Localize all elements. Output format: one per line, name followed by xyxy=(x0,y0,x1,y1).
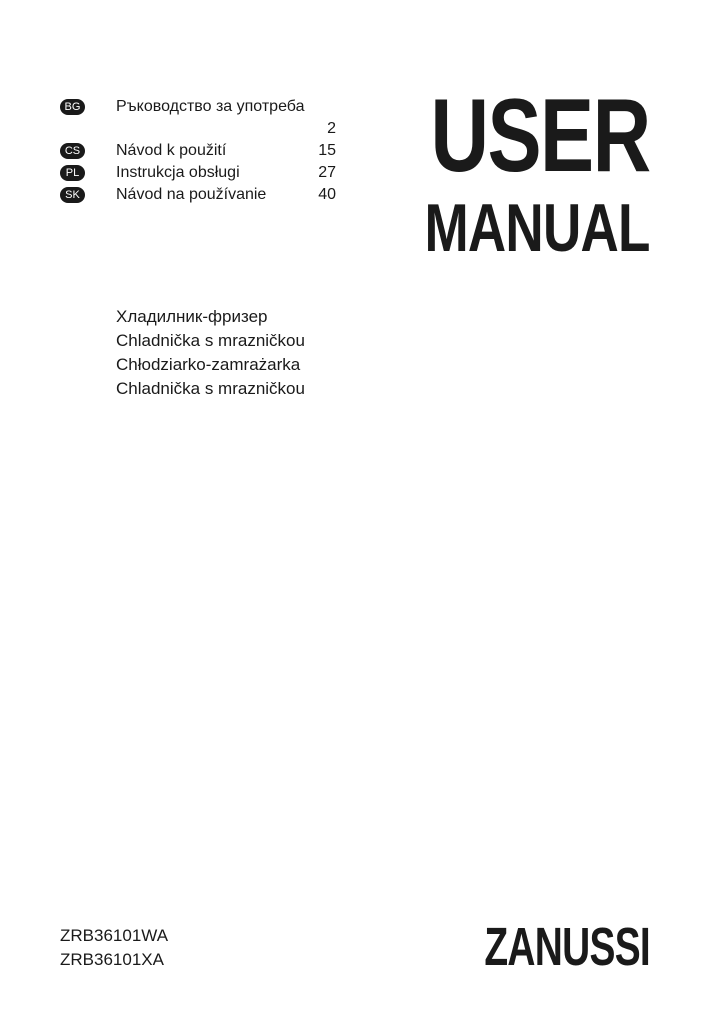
manual-title xyxy=(361,78,650,266)
product-names xyxy=(116,305,305,401)
title-manual: MANUAL xyxy=(424,190,650,266)
model-number: ZRB36101WA xyxy=(60,926,169,945)
toc-row-cs[interactable] xyxy=(60,140,340,162)
toc-row-bg[interactable] xyxy=(60,96,340,140)
product-name-pl: Chłodziarko-zamrażarka xyxy=(116,355,301,374)
toc-page-cs: 15 xyxy=(318,142,336,159)
table-of-contents xyxy=(60,96,340,206)
toc-title-cs: Návod k použití xyxy=(116,142,227,159)
toc-title-bg: Ръководство за употреба xyxy=(116,98,305,115)
product-name-cs: Chladnička s mrazničkou xyxy=(116,331,305,350)
toc-row-pl[interactable] xyxy=(60,162,340,184)
toc-page-bg: 2 xyxy=(327,120,336,137)
toc-title-sk: Návod na používanie xyxy=(116,186,267,203)
product-name-bg: Хладилник-фризер xyxy=(116,307,268,326)
language-badge-bg: BG xyxy=(60,99,85,115)
toc-row-sk[interactable] xyxy=(60,184,340,206)
title-user: USER xyxy=(430,78,650,194)
toc-page-sk: 40 xyxy=(318,186,336,203)
model-number: ZRB36101XA xyxy=(60,950,164,969)
model-numbers xyxy=(60,924,168,972)
language-badge-sk: SK xyxy=(60,187,85,203)
toc-title-pl: Instrukcja obsługi xyxy=(116,164,240,181)
toc-page-pl: 27 xyxy=(318,164,336,181)
language-badge-cs: CS xyxy=(60,143,85,159)
product-name-sk: Chladnička s mrazničkou xyxy=(116,379,305,398)
language-badge-pl: PL xyxy=(60,165,85,181)
brand-logo: ZANUSSI xyxy=(484,917,650,977)
